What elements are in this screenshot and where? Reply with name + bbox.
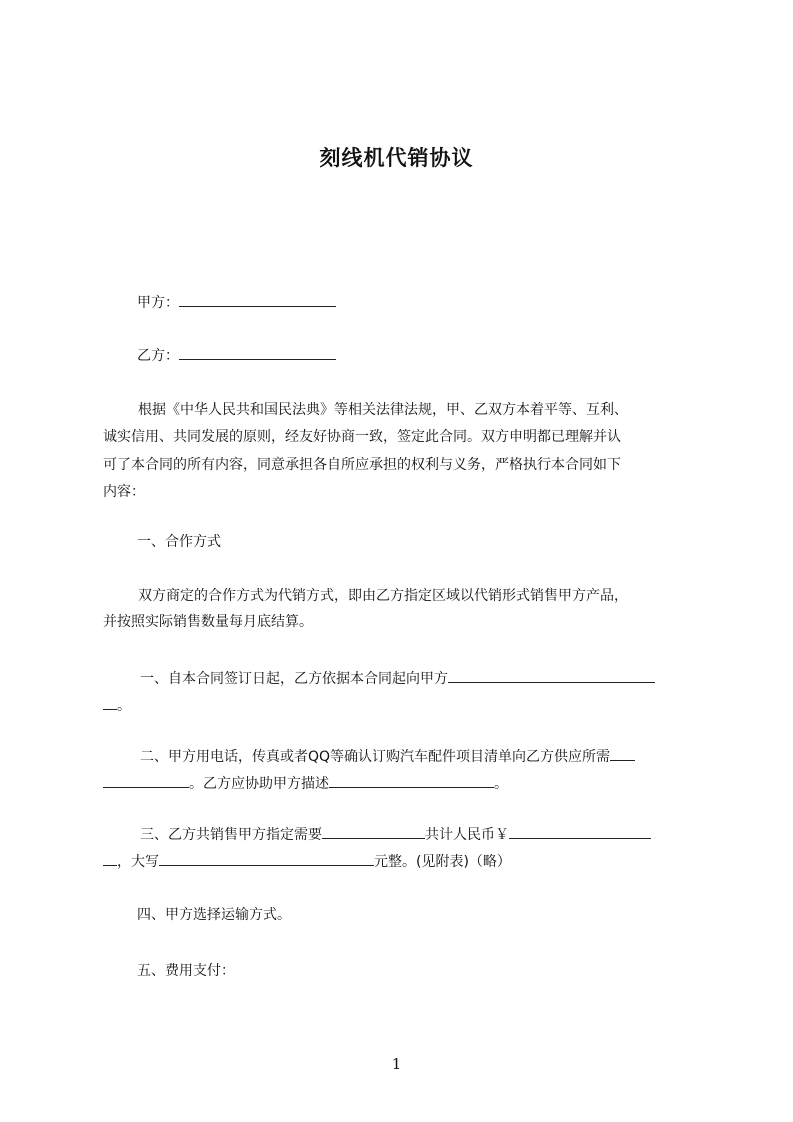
- preamble-line-4: 内容：: [103, 484, 145, 500]
- clause-2-text: 二、甲方用电话，传真或者QQ等确认订购汽车配件项目清单向乙方供应所需: [140, 749, 611, 765]
- clause-3-blank-a: [322, 824, 425, 839]
- clause-2-end: 。: [494, 776, 508, 792]
- clause-3-text: 三、乙方共销售甲方指定需要: [140, 827, 322, 843]
- clause-3-mid: 共计人民币￥: [425, 827, 509, 843]
- party-a-blank: [179, 292, 336, 307]
- clause-2-blank-a: [610, 746, 635, 761]
- party-a-line: [137, 292, 737, 313]
- clause-2-line-1: [140, 746, 740, 767]
- clause-5: 五、费用支付：: [137, 963, 235, 979]
- party-b-blank: [179, 345, 336, 360]
- clause-3-blank-b: [509, 824, 651, 839]
- party-b-line: [137, 345, 737, 366]
- clause-2-mid: 。乙方应协助甲方描述: [189, 776, 329, 792]
- cooperation-para-line-1: 双方商定的合作方式为代销方式，即由乙方指定区域以代销形式销售甲方产品，: [138, 588, 628, 604]
- clause-1-line-2: [103, 695, 703, 716]
- preamble-line-2: 诚实信用、共同发展的原则，经友好协商一致，签定此合同。双方申明都已理解并认: [103, 429, 621, 445]
- clause-3-line2a: ，大写: [117, 854, 159, 870]
- section-heading-cooperation: 一、合作方式: [137, 534, 221, 550]
- party-a-label: 甲方：: [137, 295, 179, 311]
- cooperation-para-line-2: 并按照实际销售数量每月底结算。: [103, 614, 313, 630]
- clause-3-line-2: [103, 851, 703, 872]
- clause-1-blank: [448, 668, 655, 683]
- clause-2-blank-b: [329, 773, 494, 788]
- clause-3-line-1: [140, 824, 740, 845]
- clause-3-line2b: 元整。(见附表)（略）: [374, 854, 511, 870]
- clause-3-blank-c: [159, 851, 374, 866]
- clause-1-blank-cont: [103, 695, 117, 710]
- preamble-line-3: 可了本合同的所有内容，同意承担各自所应承担的权利与义务，严格执行本合同如下: [103, 457, 621, 473]
- clause-2-blank-a-cont: [103, 773, 189, 788]
- clause-2-line-2: [103, 773, 703, 794]
- page-number: 1: [391, 1055, 402, 1073]
- clause-1-text: 一、自本合同签订日起，乙方依据本合同起向甲方: [140, 671, 448, 687]
- clause-3-blank-b-cont: [103, 851, 117, 866]
- clause-1-end: 。: [117, 698, 131, 714]
- document-title: 刻线机代销协议: [319, 146, 474, 170]
- clause-4: 四、甲方选择运输方式。: [137, 907, 291, 923]
- party-b-label: 乙方：: [137, 348, 179, 364]
- clause-1-line-1: [140, 668, 740, 689]
- preamble-line-1: 根据《中华人民共和国民法典》等相关法律法规，甲、乙双方本着平等、互利、: [138, 402, 628, 418]
